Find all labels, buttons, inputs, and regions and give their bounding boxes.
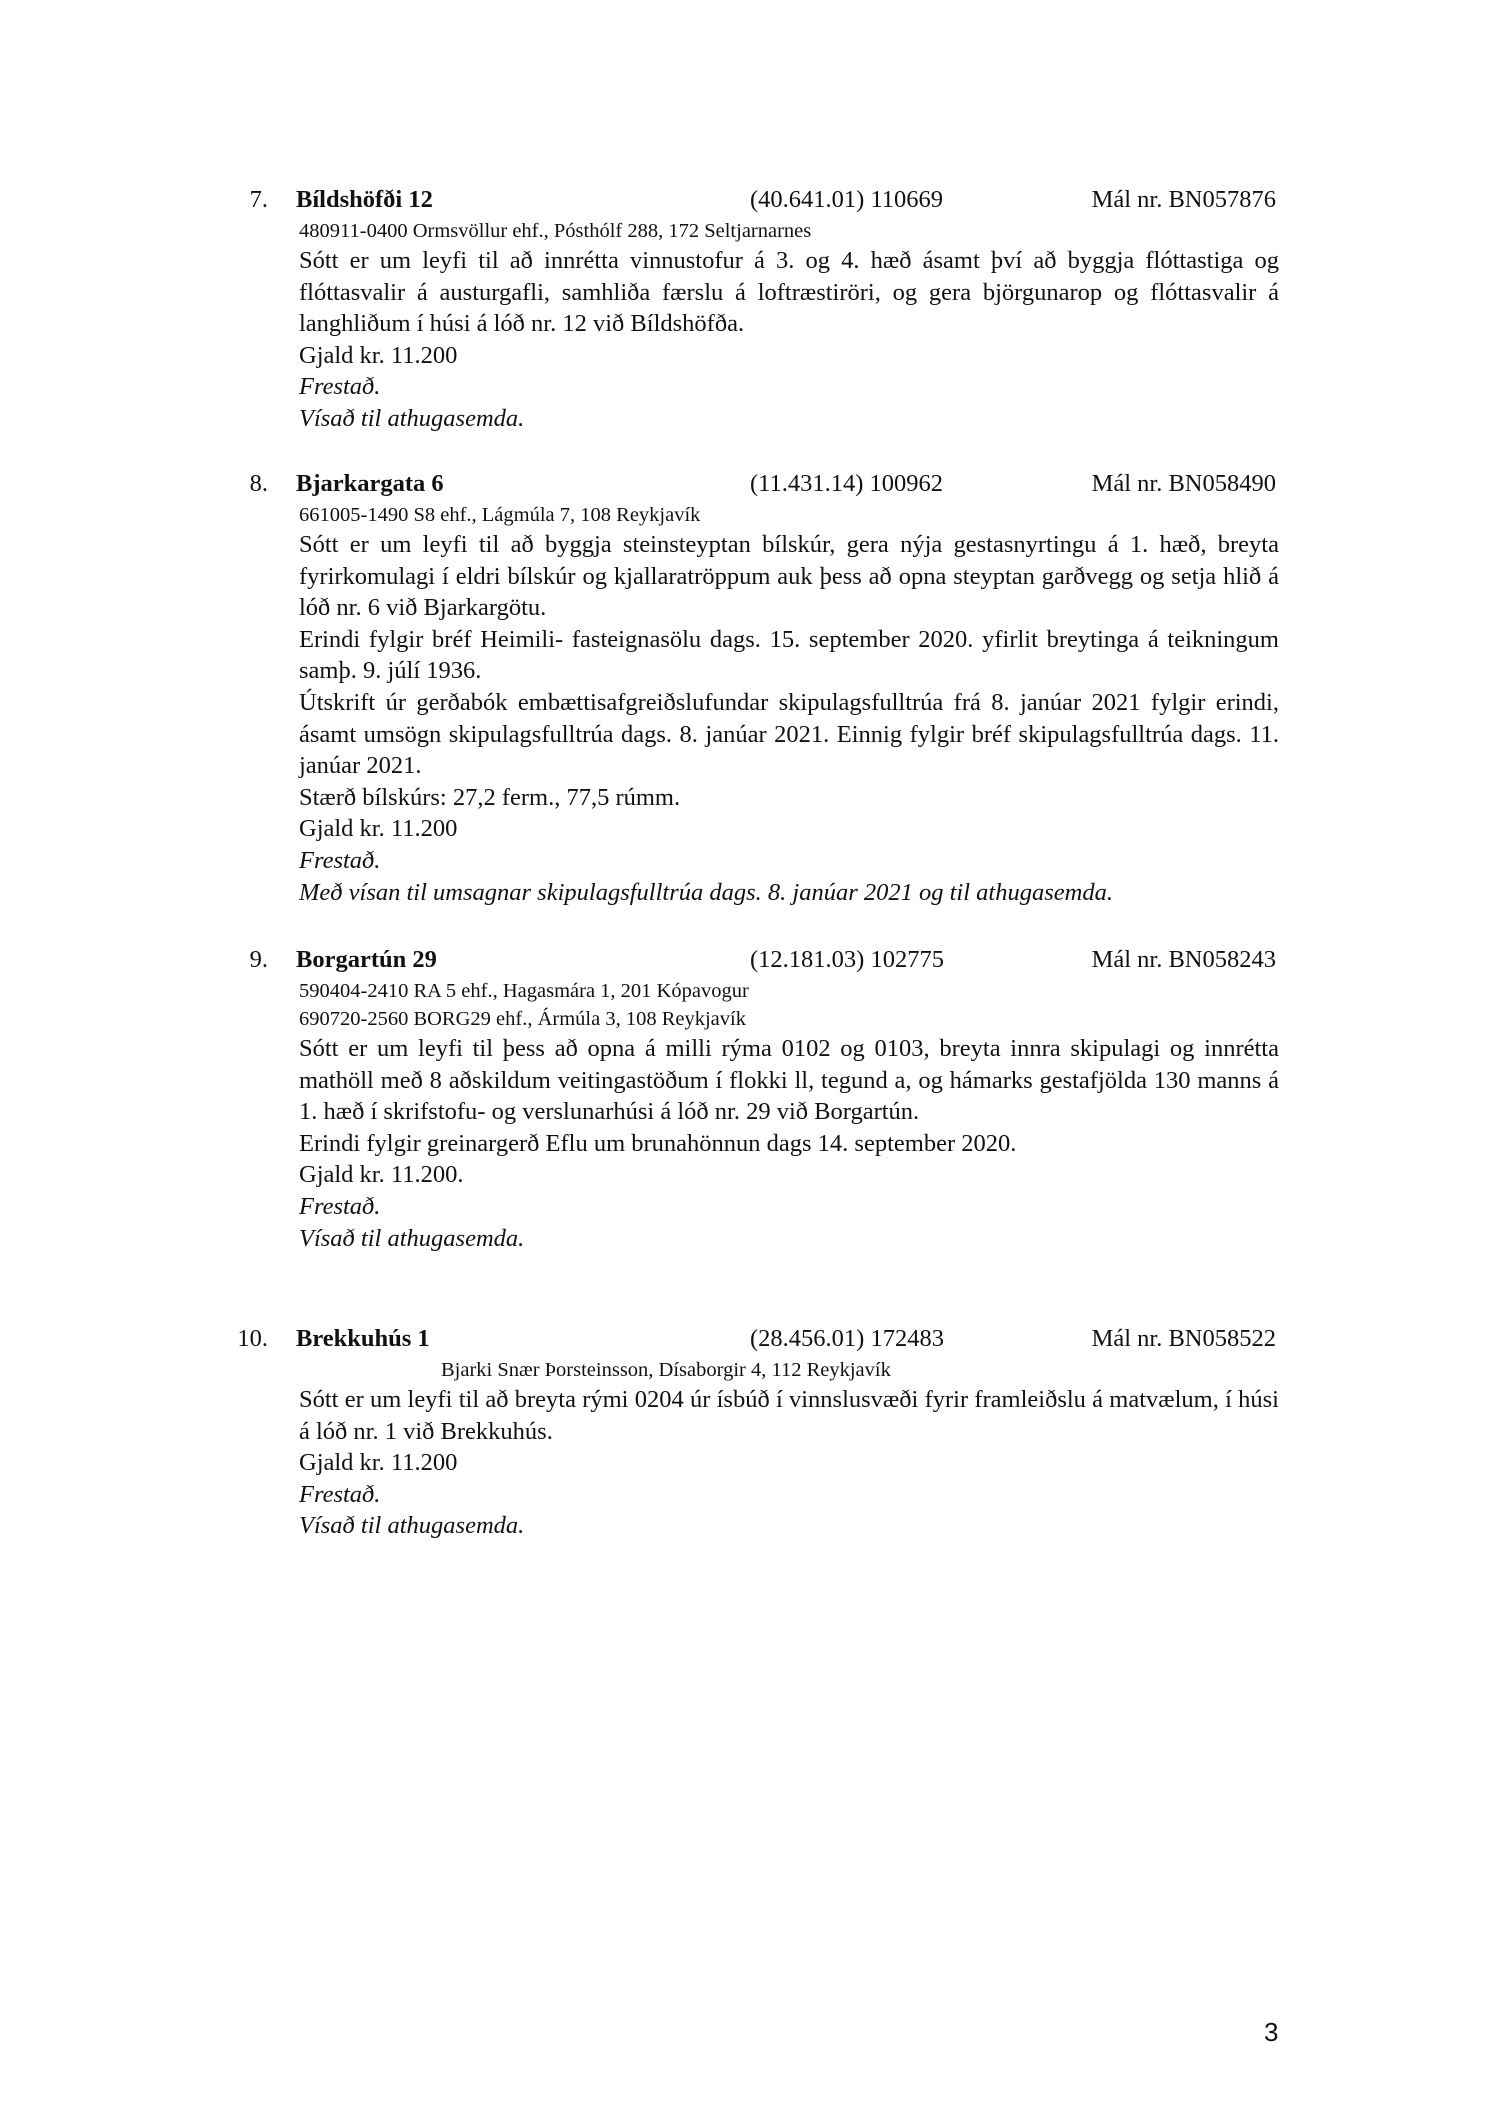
case-item-9 [238, 943, 1278, 1254]
case-file-number: Mál nr. BN058243 [1091, 946, 1276, 973]
case-number: 10. [237, 1325, 268, 1352]
case-header [238, 1322, 1278, 1356]
case-file-number: Mál nr. BN058522 [1091, 1325, 1276, 1352]
case-attachment: Erindi fylgir greinargerð Eflu um brunahönnun dags 14. september 2020. [299, 1129, 1017, 1157]
case-number: 9. [249, 946, 268, 973]
case-address: Brekkuhús 1 [296, 1325, 430, 1352]
case-status: Frestað. [299, 1480, 381, 1508]
case-reference: (12.181.03) 102775 [750, 946, 944, 973]
case-fee: Gjald kr. 11.200 [299, 815, 458, 843]
case-status: Frestað. [299, 1192, 381, 1220]
applicant: Bjarki Snær Þorsteinsson, Dísaborgir 4, 112 Reykjavík [441, 1359, 891, 1381]
case-header [238, 467, 1278, 501]
case-fee: Gjald kr. 11.200. [299, 1161, 464, 1189]
case-reference: (11.431.14) 100962 [750, 470, 944, 497]
case-item-7 [238, 183, 1278, 435]
applicant: 661005-1490 S8 ehf., Lágmúla 7, 108 Reykjavík [299, 504, 701, 526]
case-note: Vísað til athugasemda. [299, 1224, 525, 1252]
case-note: Með vísan til umsagnar skipulagsfulltrúa dags. 8. janúar 2021 og til athugasemda. [299, 878, 1113, 906]
case-number: 8. [249, 470, 268, 497]
case-extract: Útskrift úr gerðabók embættisafgreiðslufundar skipulagsfulltrúa frá 8. janúar 2021 fylgir erindi, ásamt umsögn skipulagsfulltrúa dags. 8. janúar 2021. Einnig fylgir bréf skipulagsfulltrúa dags. 11. janúar 2021. [299, 688, 1279, 780]
case-fee: Gjald kr. 11.200 [299, 341, 458, 369]
case-item-10 [238, 1322, 1278, 1542]
case-status: Frestað. [299, 373, 381, 401]
case-note: Vísað til athugasemda. [299, 404, 525, 432]
case-address: Bjarkargata 6 [296, 470, 444, 497]
case-description: Sótt er um leyfi til að breyta rými 0204 úr ísbúð í vinnslusvæði fyrir framleiðslu á matvælum, í húsi á lóð nr. 1 við Brekkuhús. [299, 1386, 1279, 1445]
case-reference: (28.456.01) 172483 [750, 1325, 944, 1352]
case-file-number: Mál nr. BN057876 [1091, 186, 1276, 213]
case-file-number: Mál nr. BN058490 [1091, 470, 1276, 497]
case-note: Vísað til athugasemda. [299, 1512, 525, 1540]
applicant: 690720-2560 BORG29 ehf., Ármúla 3, 108 Reykjavík [299, 1008, 746, 1030]
case-item-8 [238, 467, 1278, 908]
applicant: 590404-2410 RA 5 ehf., Hagasmára 1, 201 Kópavogur [299, 980, 749, 1002]
page-number: 3 [1264, 2017, 1279, 2047]
case-header [238, 183, 1278, 217]
case-reference: (40.641.01) 110669 [750, 186, 944, 213]
case-fee: Gjald kr. 11.200 [299, 1449, 458, 1477]
case-attachment: Erindi fylgir bréf Heimili- fasteignasölu dags. 15. september 2020. yfirlit breytinga á teikningum samþ. 9. júlí 1936. [299, 625, 1279, 685]
case-size: Stærð bílskúrs: 27,2 ferm., 77,5 rúmm. [299, 783, 681, 811]
case-address: Bíldshöfði 12 [296, 186, 433, 213]
applicant: 480911-0400 Ormsvöllur ehf., Pósthólf 288, 172 Seltjarnarnes [299, 220, 812, 242]
case-status: Frestað. [299, 846, 381, 874]
case-description: Sótt er um leyfi til að innrétta vinnustofur á 3. og 4. hæð ásamt því að byggja flóttastiga og flóttasvalir á austurgafli, samhliða færslu á loftræstiröri, og gera björgunarop og flóttasvalir á langhliðum í húsi á lóð nr. 12 við Bíldshöfða. [299, 247, 1279, 338]
case-description: Sótt er um leyfi til að byggja steinsteyptan bílskúr, gera nýja gestasnyrtingu á 1. hæð, breyta fyrirkomulagi í eldri bílskúr og kjallaratröppum auk þess að opna steyptan garðvegg og setja hlið á lóð nr. 6 við Bjarkargötu. [299, 531, 1279, 622]
case-address: Borgartún 29 [296, 946, 437, 973]
case-header [238, 943, 1278, 977]
case-number: 7. [249, 186, 268, 213]
case-description: Sótt er um leyfi til þess að opna á milli rýma 0102 og 0103, breyta innra skipulagi og innrétta mathöll með 8 aðskildum veitingastöðum í flokki ll, tegund a, og hámarks gestafjölda 130 manns á 1. hæð í skrifstofu- og verslunarhúsi á lóð nr. 29 við Borgartún. [299, 1035, 1279, 1126]
